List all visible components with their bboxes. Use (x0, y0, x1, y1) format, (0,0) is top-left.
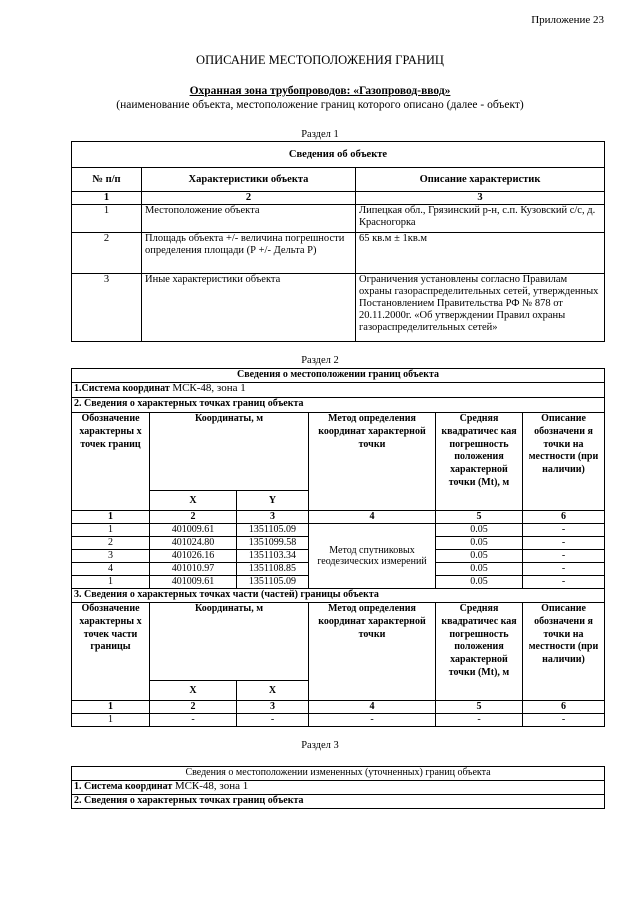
col-error: Средняя квадратичес кая погрешность положения характерной точки (Mt), м (436, 413, 523, 511)
part-method: - (309, 714, 436, 727)
point-mt: 0.05 (436, 550, 523, 563)
coord-system-prefix: 1.Система координат (74, 383, 170, 394)
colnum-6: 6 (523, 701, 605, 714)
coord-system (72, 383, 605, 398)
point-mt: 0.05 (436, 563, 523, 576)
col-desc-part: Описание обозначени я точки на местности (при наличии) (523, 603, 605, 701)
row-description: Ограничения установлены согласно Правилам охраны газораспределительных сетей, утвержденных Постановлением Правительства РФ № 878 от 20.11.2000г. «Об утверждении Правил охраны газораспределительных сетей» (356, 274, 605, 342)
colnum-3: 3 (356, 192, 605, 205)
point-mt: 0.05 (436, 537, 523, 550)
section2-table (71, 368, 605, 727)
row-number: 3 (72, 274, 142, 342)
section3-label: Раздел 3 (301, 740, 339, 751)
object-caption: (наименование объекта, местоположение границ которого описано (далее - объект) (116, 99, 524, 111)
row-number: 1 (72, 205, 142, 233)
point-desc: - (523, 576, 605, 589)
section2-header: Сведения о местоположении границ объекта (72, 369, 605, 383)
col-description: Описание характеристик (356, 168, 605, 192)
col-number: № п/п (72, 168, 142, 192)
page-title: ОПИСАНИЕ МЕСТОПОЛОЖЕНИЯ ГРАНИЦ (196, 53, 444, 67)
parts-title: 3. Сведения о характерных точках части (частей) границы объекта (72, 589, 605, 603)
point-y: 1351099.58 (237, 537, 309, 550)
section3-table (71, 766, 605, 809)
col-characteristic: Характеристики объекта (142, 168, 356, 192)
col-method-part: Метод определения координат характерной точки (309, 603, 436, 701)
section1-label: Раздел 1 (301, 129, 339, 140)
colnum-2: 2 (150, 701, 237, 714)
point-desc: - (523, 563, 605, 576)
section2-label: Раздел 2 (301, 355, 339, 366)
section1-table (71, 141, 605, 342)
part-desc: - (523, 714, 605, 727)
point-x: 401024.80 (150, 537, 237, 550)
point-y: 1351103.34 (237, 550, 309, 563)
table-row (72, 205, 605, 233)
point-y: 1351105.09 (237, 524, 309, 537)
row-description: 65 кв.м ± 1кв.м (356, 233, 605, 274)
point-desc: - (523, 524, 605, 537)
col-coords-part: Координаты, м (150, 603, 309, 681)
col-y: Y (237, 491, 309, 511)
coord-system-prefix: 1. Система координат (74, 781, 173, 792)
row-description: Липецкая обл., Грязинский р-н, с.п. Кузовский с/с, д. Красногорка (356, 205, 605, 233)
point-x: 401010.97 (150, 563, 237, 576)
points-title: 2. Сведения о характерных точках границ объекта (72, 398, 605, 413)
colnum-4: 4 (309, 701, 436, 714)
point-mt: 0.05 (436, 524, 523, 537)
colnum-1: 1 (72, 511, 150, 524)
colnum-5: 5 (436, 511, 523, 524)
col-error-part: Средняя квадратичес кая погрешность положения характерной точки (Mt), м (436, 603, 523, 701)
point-number: 4 (72, 563, 150, 576)
table-row (72, 714, 605, 727)
part-x: - (150, 714, 237, 727)
colnum-1: 1 (72, 192, 142, 205)
table-row (72, 274, 605, 342)
col-x2-part: X (237, 681, 309, 701)
point-mt: 0.05 (436, 576, 523, 589)
col-coords: Координаты, м (150, 413, 309, 491)
colnum-2: 2 (142, 192, 356, 205)
point-y: 1351105.09 (237, 576, 309, 589)
point-number: 2 (72, 537, 150, 550)
colnum-3: 3 (237, 511, 309, 524)
point-number: 1 (72, 524, 150, 537)
section3-coord-system (72, 781, 605, 795)
col-x-part: X (150, 681, 237, 701)
point-y: 1351108.85 (237, 563, 309, 576)
table-row (72, 233, 605, 274)
col-x: X (150, 491, 237, 511)
part-mt: - (436, 714, 523, 727)
colnum-1: 1 (72, 701, 150, 714)
part-number: 1 (72, 714, 150, 727)
colnum-3: 3 (237, 701, 309, 714)
section1-header: Сведения об объекте (72, 142, 605, 168)
col-desc: Описание обозначени я точки на местности (при наличии) (523, 413, 605, 511)
row-number: 2 (72, 233, 142, 274)
row-characteristic: Площадь объекта +/- величина погрешности определения площади (Р +/- Дельта Р) (142, 233, 356, 274)
object-name: Охранная зона трубопроводов: «Газопровод-ввод» (189, 85, 451, 97)
part-y: - (237, 714, 309, 727)
col-method: Метод определения координат характерной точки (309, 413, 436, 511)
coord-system-value: МСК-48, зона 1 (174, 780, 249, 792)
section3-points-title: 2. Сведения о характерных точках границ объекта (72, 795, 605, 809)
col-point: Обозначение характерны х точек границ (72, 413, 150, 511)
coord-system-value: МСК-48, зона 1 (172, 382, 246, 394)
point-desc: - (523, 537, 605, 550)
point-x: 401026.16 (150, 550, 237, 563)
section3-header: Сведения о местоположении измененных (уточненных) границ объекта (72, 767, 605, 781)
appendix-label: Приложение 23 (531, 14, 604, 26)
point-number: 3 (72, 550, 150, 563)
colnum-5: 5 (436, 701, 523, 714)
row-characteristic: Иные характеристики объекта (142, 274, 356, 342)
colnum-2: 2 (150, 511, 237, 524)
colnum-4: 4 (309, 511, 436, 524)
colnum-6: 6 (523, 511, 605, 524)
row-characteristic: Местоположение объекта (142, 205, 356, 233)
col-point-part: Обозначение характерны х точек части границы (72, 603, 150, 701)
point-desc: - (523, 550, 605, 563)
point-number: 1 (72, 576, 150, 589)
point-x: 401009.61 (150, 524, 237, 537)
table-row (72, 524, 605, 537)
point-x: 401009.61 (150, 576, 237, 589)
method-cell: Метод спутниковых геодезических измерений (309, 524, 436, 589)
